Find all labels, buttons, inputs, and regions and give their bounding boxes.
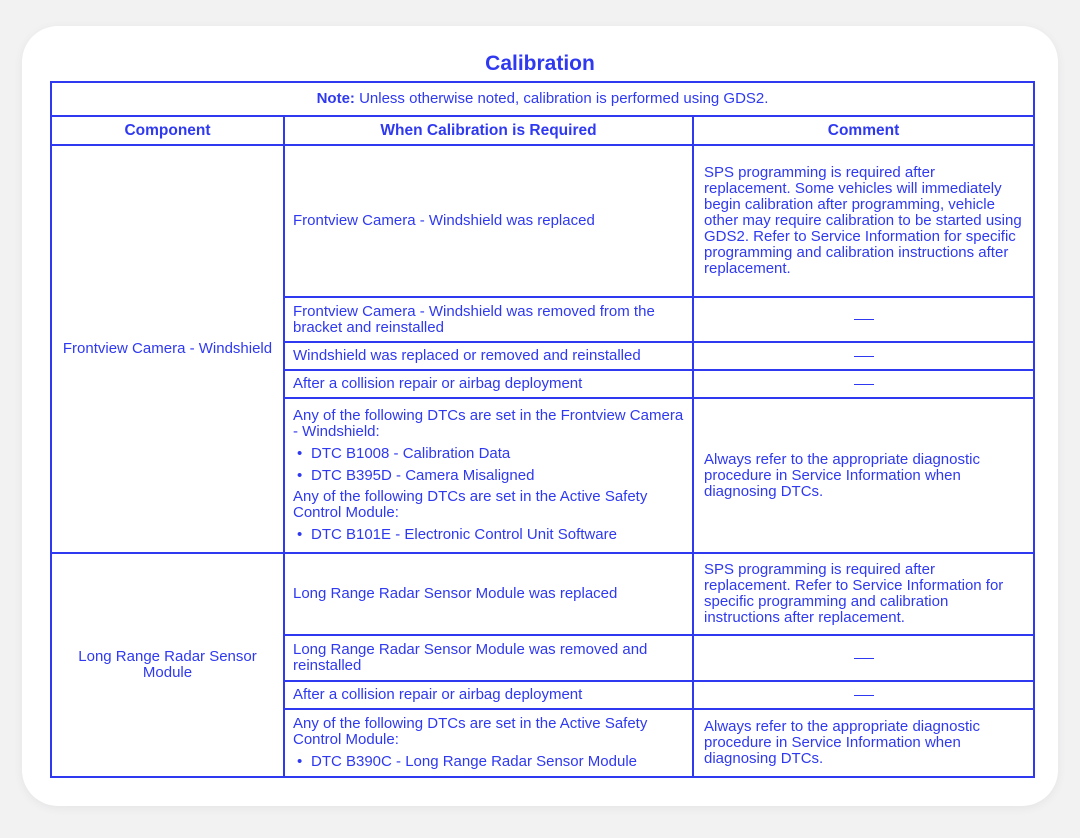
when-cell: Frontview Camera - Windshield was removed from the bracket and reinstalled xyxy=(284,297,693,342)
dash-mark xyxy=(854,695,874,696)
component-cell xyxy=(51,553,284,777)
calibration-table xyxy=(50,81,1035,778)
note-row xyxy=(51,82,1034,116)
note-cell xyxy=(51,82,1034,116)
table-row xyxy=(51,145,1034,297)
page-title: Calibration xyxy=(485,52,595,75)
comment-cell: SPS programming is required after replacement. Some vehicles will immediately begin calibration after programming, vehicle other may require calibration to be started using GDS2. Refer to Service Information for specific programming and calibration instructions after replacement. xyxy=(693,145,1034,297)
dash-mark xyxy=(854,319,874,320)
note-text: Unless otherwise noted, calibration is performed using GDS2. xyxy=(359,90,769,107)
component-name: Long Range Radar Sensor Module xyxy=(78,648,257,681)
when-cell: Frontview Camera - Windshield was replaced xyxy=(284,145,693,297)
comment-cell xyxy=(693,681,1034,709)
when-cell xyxy=(284,709,693,777)
component-name: Frontview Camera - Windshield xyxy=(62,340,273,357)
dtc-bullet: • DTC B395D - Camera Misaligned xyxy=(297,467,535,484)
dash-mark xyxy=(854,658,874,659)
when-cell: Windshield was replaced or removed and reinstalled xyxy=(284,342,693,370)
dtc-intro: Any of the following DTCs are set in the Active Safety Control Module: xyxy=(293,715,648,748)
header-when: When Calibration is Required xyxy=(284,116,693,145)
comment-cell xyxy=(693,342,1034,370)
comment-cell xyxy=(693,370,1034,398)
when-cell: After a collision repair or airbag deployment xyxy=(284,681,693,709)
comment-cell: Always refer to the appropriate diagnostic procedure in Service Information when diagnosing DTCs. xyxy=(693,398,1034,553)
dash-mark xyxy=(854,384,874,385)
header-row xyxy=(51,116,1034,145)
dtc-bullet: • DTC B390C - Long Range Radar Sensor Module xyxy=(297,753,638,770)
comment-cell xyxy=(693,297,1034,342)
table-row xyxy=(51,553,1034,635)
when-cell xyxy=(284,398,693,553)
component-cell xyxy=(51,145,284,553)
dtc-intro: Any of the following DTCs are set in the Active Safety Control Module: xyxy=(293,488,648,521)
comment-cell: Always refer to the appropriate diagnostic procedure in Service Information when diagnosing DTCs. xyxy=(693,709,1034,777)
when-cell: Long Range Radar Sensor Module was replaced xyxy=(284,553,693,635)
dtc-bullet: • DTC B101E - Electronic Control Unit Software xyxy=(297,526,617,543)
header-component: Component xyxy=(51,116,284,145)
comment-cell xyxy=(693,635,1034,681)
dtc-bullet: • DTC B1008 - Calibration Data xyxy=(297,445,511,462)
dash-mark xyxy=(854,356,874,357)
dtc-intro: Any of the following DTCs are set in the Frontview Camera - Windshield: xyxy=(293,407,684,440)
header-comment: Comment xyxy=(693,116,1034,145)
note-label: Note: xyxy=(316,90,355,107)
when-cell: Long Range Radar Sensor Module was removed and reinstalled xyxy=(284,635,693,681)
comment-cell: SPS programming is required after replacement. Refer to Service Information for specific programming and calibration instructions after replacement. xyxy=(693,553,1034,635)
when-cell: After a collision repair or airbag deployment xyxy=(284,370,693,398)
